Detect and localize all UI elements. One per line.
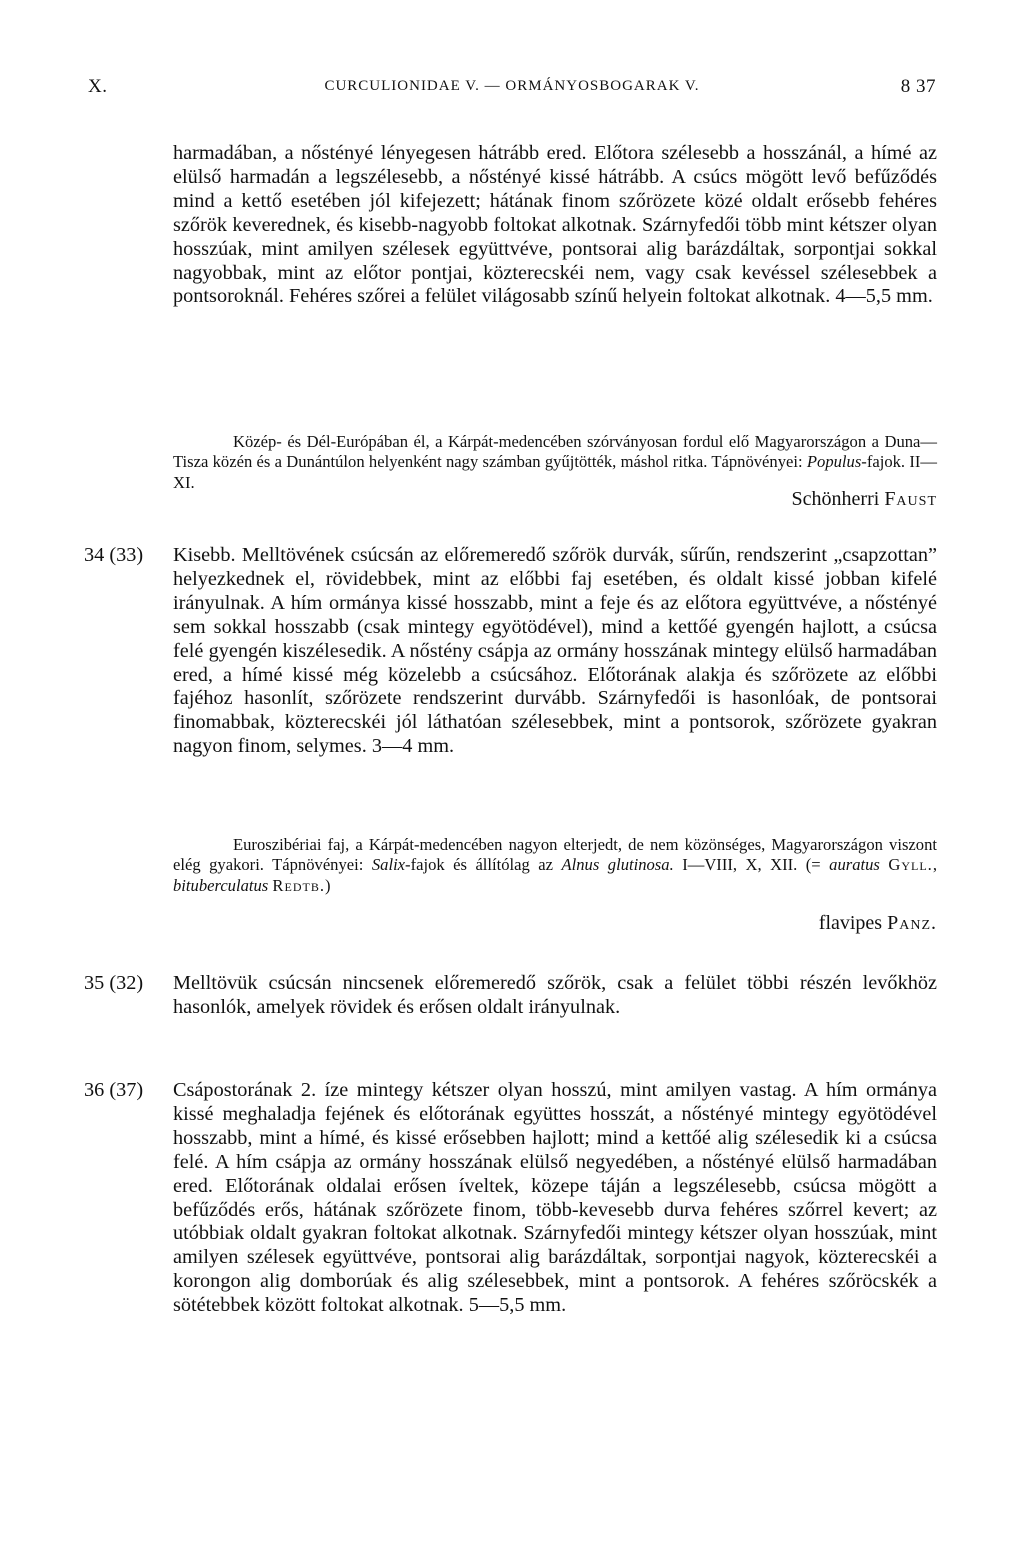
distribution-note	[173, 432, 937, 493]
description-paragraph	[173, 142, 937, 309]
species-name	[792, 488, 937, 511]
note-text-end: -fajok. II—XI.	[173, 452, 937, 492]
couplet-number: 35 (32)	[84, 972, 144, 994]
note-text: ,	[932, 855, 937, 875]
species-epithet: Schönherri	[791, 488, 880, 510]
distribution-note-2	[173, 835, 937, 896]
couplet-text: Kisebb. Melltövének csúcsán az előremeredő szőrök durvák, sűrűn, rendszerint „csapzottan” helyezkednek el, rövidebbek, mint az előbbi faj esetében, és oldalt kissé jobban kifelé irányulnak. A hím ormánya kissé hosszabb, mint a feje és az előtora együttvéve, a nőstényé sem sokkal hosszabb (csak mintegy egyötödével), mind a kettőé gyengén hajlott, a csúcsa felé gyengén kiszélesedik. A nőstény csápja az ormány hosszának mintegy elülső harmadában ered, a hímé kissé még közelebb a csúcsához. Előtorának alakja és szőrözete az előbbi fajéhoz hasonlít, szőrözete rendszerint durvább. Szárnyfedői is hasonlóak, de pontsorai finomabbak, közterecskéi jól láthatóan szélesebbek, mint a pontsorok, szőrözete gyakran nagyon finom, selymes. 3—4 mm.	[173, 544, 937, 758]
description-text: harmadában, a nőstényé lényegesen hátrább ered. Előtora szélesebb a hosszánál, a hímé az elülső harmadán a legszélesebb, a nőstényé kissé hátrább. A csúcs mögött levő befűződés mind a kettő esetében jól kifejezett; hátának finom szőrözete közé oldalt erősebb fehéres szőrök keverednek, és kisebb-nagyobb foltokat alkotnak. Szárnyfedői több mint kétszer olyan hosszúak, mint amilyen szélesek együttvéve, pontsorai alig barázdáltak, sorpontjai sokkal nagyobbak, mint az előtor pontjai, közterecskéi nem, vagy csak kevéssel szélesebbek a pontsoroknál. Fehéres szőrei a felület világosabb színű helyein foltokat alkotnak. 4—5,5 mm.	[173, 142, 937, 308]
species-name-2	[819, 912, 937, 935]
key-couplet-34	[84, 544, 937, 759]
note-text: I—VIII, X, XII. (=	[682, 855, 821, 875]
synonym-author: Gyll.	[888, 855, 933, 875]
note-text: Euroszibériai faj, a Kárpát-medencében nagyon elterjedt, de nem közönséges, Magyarországon viszont elég gyakori. Tápnövényei:	[173, 835, 937, 875]
host-genus: Salix	[371, 855, 406, 875]
couplet-text: Csápostorának 2. íze mintegy kétszer olyan hosszú, mint amilyen vastag. A hím ormánya kissé meghaladja fejének és előtorának együttes hosszát, a nőstényé mintegy egyötödével hosszabb, mint a hímé, és kissé erősebben hajlott; mind a kettőé alig szélesedik ki a csúcsa felé. A hím csápja az ormány hosszának elülső negyedében, a nőstényé elülső harmadában ered. Előtorának oldalai erősen íveltek, közepe táján a legszélesebb, csúcsa mögött a befűződés erős, hátának szőrözete finom, több-kevesebb durva fehéres szőrrel kevert; az utóbbiak oldalt gyakran foltokat alkotnak. Szárnyfedői mintegy kétszer olyan hosszúak, mint amilyen szélesek együttvéve, pontsorai alig barázdáltak, sorpontjai nagyok, közterecskéi a korongon alig domborúak és alig szélesebbek, mint a pontsorok. A fehéres szőröcskék a sötétebbek között foltokat alkotnak. 5—5,5 mm.	[173, 1079, 937, 1317]
note-text: -fajok és állítólag az	[405, 855, 554, 875]
synonym-author: Redtb.	[272, 875, 325, 895]
species-epithet: flavipes	[818, 912, 883, 934]
synonym: bituberculatus	[173, 875, 269, 895]
running-title: CURCULIONIDAE V. — ORMÁNYOSBOGARAK V.	[324, 78, 700, 94]
key-couplet-36	[84, 1079, 937, 1318]
host-genus: Populus	[806, 452, 862, 472]
couplet-text: Melltövük csúcsán nincsenek előremeredő szőrök, csak a felület többi részén levőkhöz hasonlók, amelyek rövidek és erősen oldalt irányulnak.	[173, 972, 937, 1018]
species-author: Faust	[884, 488, 937, 510]
chapter-number: X.	[88, 76, 108, 97]
species-author: Panz.	[887, 912, 937, 934]
note-text: )	[324, 875, 331, 895]
couplet-number: 34 (33)	[84, 544, 144, 566]
couplet-number: 36 (37)	[84, 1079, 144, 1101]
host-species: Alnus glutinosa.	[561, 855, 674, 875]
synonym: auratus	[829, 855, 880, 875]
note-text: Közép- és Dél-Európában él, a Kárpát-medencében szórványosan fordul elő Magyarországon a Duna—Tisza közén és a Dunántúlon helyenként nagy számban gyűjtötték, máshol ritka. Tápnövényei:	[173, 432, 937, 472]
key-couplet-35	[84, 972, 937, 1020]
page-number: 8 37	[900, 76, 936, 97]
